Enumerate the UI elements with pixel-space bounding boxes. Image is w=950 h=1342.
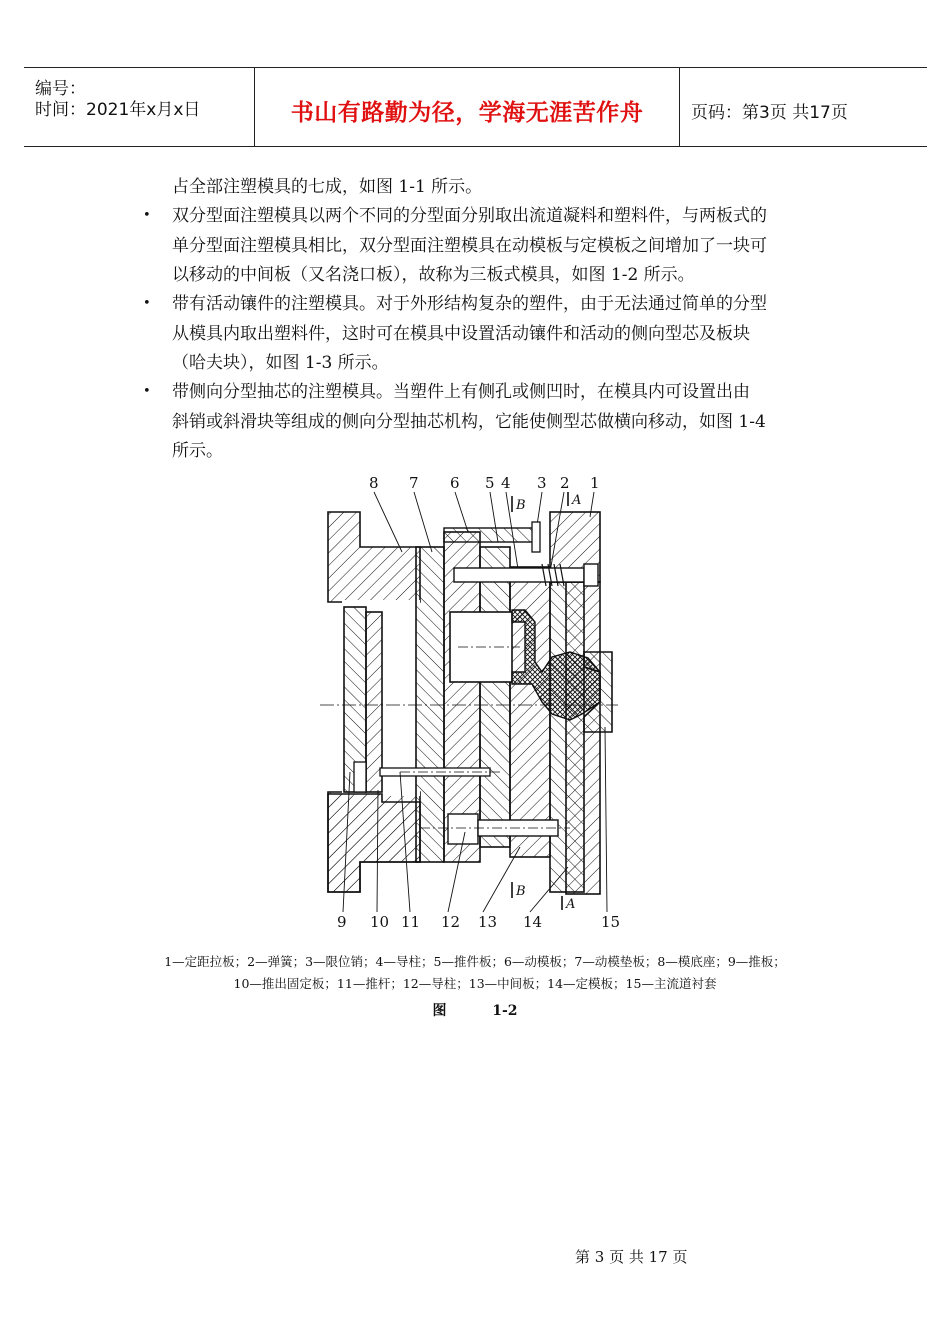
- bullet-paragraph-1: [172, 202, 862, 291]
- label-2: 2: [560, 474, 570, 492]
- label-7: 7: [409, 474, 419, 492]
- bullet-dot: •: [143, 208, 151, 223]
- page-footer: 第 3 页 共 17 页: [575, 1248, 688, 1266]
- bullet-paragraph-3: [172, 378, 862, 467]
- paragraph-line: 带侧向分型抽芯的注塑模具。当塑件上有侧孔或侧凹时，在模具内可设置出由: [172, 382, 750, 402]
- mould-section-figure: [320, 472, 620, 932]
- label-3: 3: [537, 474, 547, 492]
- paragraph-line: 斜销或斜滑块等组成的侧向分型抽芯机构，它能使侧型芯做横向移动，如图 1-4: [172, 411, 766, 432]
- paragraph-line: 双分型面注塑模具以两个不同的分型面分别取出流道凝料和塑料件，与两板式的: [172, 206, 767, 226]
- label-13: 13: [478, 913, 498, 931]
- page-header: [24, 67, 927, 147]
- paragraph-line: （哈夫块），如图 1-3 所示。: [172, 353, 389, 373]
- label-5: 5: [485, 474, 495, 492]
- document-number-label: 编号：: [35, 79, 86, 99]
- figure-legend-line-1: 1—定距拉板；2—弹簧；3—限位销；4—导柱；5—推件板；6—动模板；7—动模垫板；8—模底座；9—推板；: [164, 954, 786, 969]
- section-mark-b-bottom: B: [516, 884, 526, 899]
- label-14: 14: [523, 913, 543, 931]
- paragraph-line: 从模具内取出塑料件，这时可在模具中设置活动镶件和活动的侧向型芯及板块: [172, 323, 750, 344]
- header-page-cell: [680, 68, 927, 146]
- label-10: 10: [370, 913, 390, 931]
- intro-line: 占全部注塑模具的七成，如图 1-1 所示。: [172, 177, 483, 197]
- section-mark-a-bottom: A: [566, 897, 576, 912]
- label-1: 1: [590, 474, 600, 492]
- header-motto: 书山有路勤为径，学海无涯苦作舟: [290, 100, 644, 126]
- section-mark-a-top: A: [572, 493, 582, 508]
- figure-title-word: 图: [432, 1003, 447, 1019]
- paragraph-line: 以移动的中间板（又名浇口板），故称为三板式模具，如图 1-2 所示。: [172, 265, 695, 285]
- label-9: 9: [337, 913, 347, 931]
- header-motto-cell: [255, 68, 680, 146]
- header-page-label: 页码：第3页 共17页: [691, 103, 848, 123]
- bullet-dot: •: [143, 296, 151, 311]
- bullet-dot: •: [143, 384, 151, 399]
- label-11: 11: [401, 913, 421, 931]
- label-15: 15: [601, 913, 620, 931]
- paragraph-line: 单分型面注塑模具相比，双分型面注塑模具在动模板与定模板之间增加了一块可: [172, 235, 767, 256]
- header-info-cell: [24, 68, 255, 146]
- intro-paragraph: [172, 173, 862, 203]
- figure-legend-line-2: 10—推出固定板；11—推杆；12—导柱；13—中间板；14—定模板；15—主流道衬套: [233, 976, 717, 991]
- label-12: 12: [441, 913, 461, 931]
- paragraph-line: 所示。: [172, 441, 223, 461]
- bullet-paragraph-2: [172, 290, 862, 379]
- figure-title: [0, 1000, 950, 1020]
- paragraph-line: 带有活动镶件的注塑模具。对于外形结构复杂的塑件，由于无法通过简单的分型: [172, 294, 767, 314]
- figure-title-number: 1-2: [492, 1003, 518, 1019]
- label-8: 8: [369, 474, 379, 492]
- label-6: 6: [450, 474, 460, 492]
- label-4: 4: [501, 474, 511, 492]
- section-mark-b-top: B: [516, 498, 526, 513]
- document-date: 时间：2021年x月x日: [35, 100, 201, 120]
